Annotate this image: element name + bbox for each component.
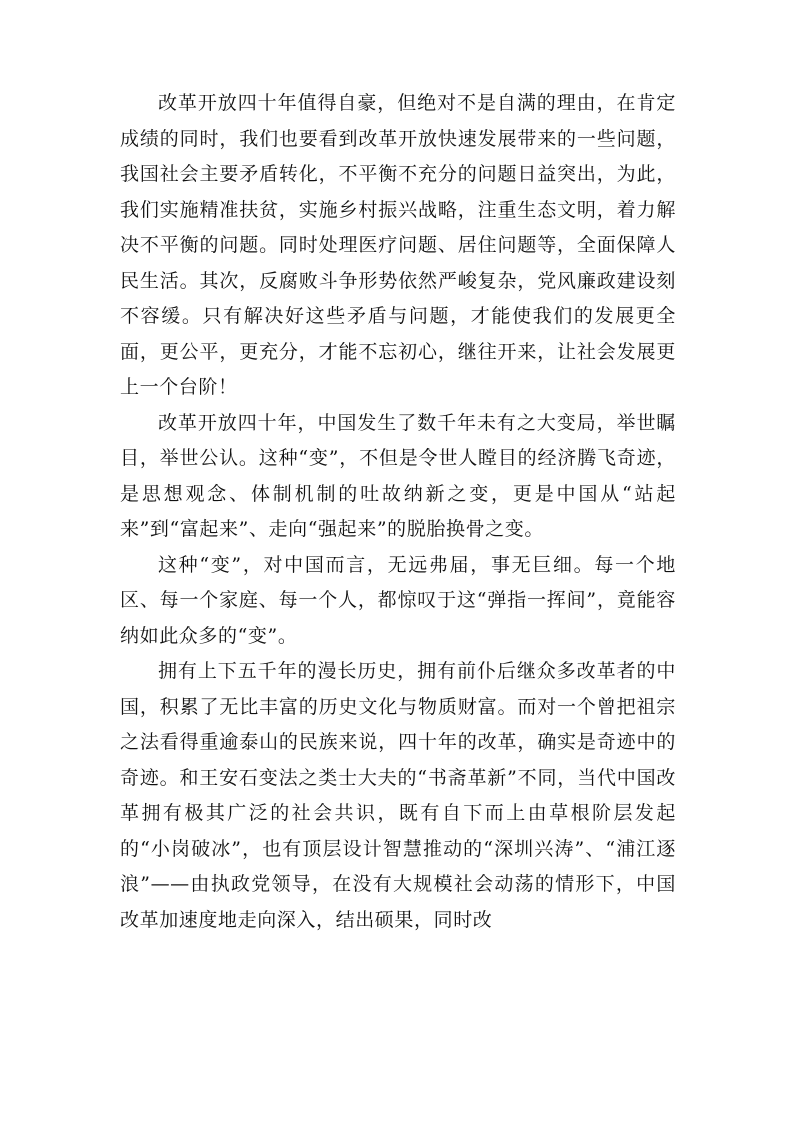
paragraph: 这种“变”，对中国而言，无远弗届，事无巨细。每一个地区、每一个家庭、每一个人，都惊叹于这“弹指一挥间”，竟能容纳如此众多的“变”。: [120, 553, 676, 647]
paragraph: 改革开放四十年值得自豪，但绝对不是自满的理由，在肯定成绩的同时，我们也要看到改革开放快速发展带来的一些问题，我国社会主要矛盾转化，不平衡不充分的问题日益突出，为此，我们实施精准扶贫，实施乡村振兴战略，注重生态文明，着力解决不平衡的问题。同时处理医疗问题、居住问题等，全面保障人民生活。其次，反腐败斗争形势依然严峻复杂，党风廉政建设刻不容缓。只有解决好这些矛盾与问题，才能使我们的发展更全面，更公平，更充分，才能不忘初心，继往开来，让社会发展更上一个台阶！: [120, 92, 676, 398]
paragraph: 改革开放四十年，中国发生了数千年未有之大变局，举世瞩目，举世公认。这种“变”，不但是令世人瞠目的经济腾飞奇迹，是思想观念、体制机制的吐故纳新之变，更是中国从“站起来”到“富起来”、走向“强起来”的脱胎换骨之变。: [120, 411, 676, 540]
paragraph: 拥有上下五千年的漫长历史，拥有前仆后继众多改革者的中国，积累了无比丰富的历史文化与物质财富。而对一个曾把祖宗之法看得重逾泰山的民族来说，四十年的改革，确实是奇迹中的奇迹。和王安石变法之类士大夫的“书斋革新”不同，当代中国改革拥有极其广泛的社会共识，既有自下而上由草根阶层发起的“小岗破冰”，也有顶层设计智慧推动的“深圳兴涛”、“浦江逐浪”——由执政党领导，在没有大规模社会动荡的情形下，中国改革加速度地走向深入，结出硕果，同时改: [120, 660, 676, 931]
document-body: [120, 86, 676, 938]
